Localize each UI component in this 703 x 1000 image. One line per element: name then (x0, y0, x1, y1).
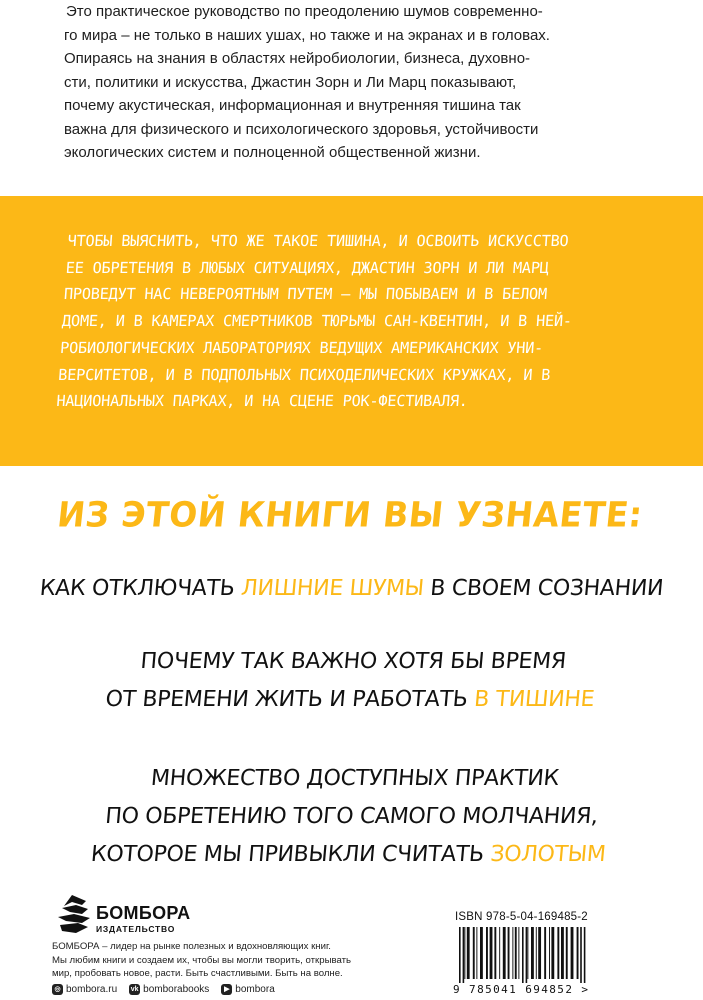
about-line: Мы любим книги и создаем их, чтобы вы могли творить, открывать (52, 954, 351, 966)
band-line: ПРОВЕДУТ НАС НЕВЕРОЯТНЫМ ПУТЕМ — МЫ ПОБЫВАЕМ И В БЕЛОМ (63, 285, 548, 304)
isbn-block (453, 911, 658, 996)
intro-line: Это практическое руководство по преодолению шумов современно- (66, 3, 543, 20)
social-label: bombora.ru (66, 983, 118, 995)
point-line: МНОЖЕСТВО ДОСТУПНЫХ ПРАКТИК (149, 766, 560, 791)
isbn-text: ISBN 978-5-04-169485-2 (455, 911, 588, 923)
point-highlight: В ТИШИНЕ (473, 687, 596, 712)
intro-line: Опираясь на знания в областях нейробиологии, бизнеса, духовно- (64, 50, 531, 67)
point-line (0, 836, 701, 874)
social-link-video[interactable] (221, 984, 274, 995)
intro-line: го мира – не только в наших ушах, но также и на экранах и в головах. (64, 26, 550, 44)
headline: ИЗ ЭТОЙ КНИГИ ВЫ УЗНАЕТЕ: (55, 494, 645, 535)
play-icon: ▶ (221, 984, 232, 995)
globe-icon: ◎ (52, 984, 63, 995)
publisher-sub: ИЗДАТЕЛЬСТВО (96, 924, 176, 934)
point-highlight: ЗОЛОТЫМ (489, 842, 607, 867)
point-highlight: ЛИШНИЕ ШУМЫ (240, 576, 425, 601)
intro-text (64, 0, 664, 165)
point-line: ПОЧЕМУ ТАК ВАЖНО ХОТЯ БЫ ВРЕМЯ (139, 649, 567, 674)
point-text: КОТОРОЕ МЫ ПРИВЫКЛИ СЧИТАТЬ (89, 842, 492, 867)
bombora-logo-icon (52, 893, 92, 937)
intro-line: экологических систем и полноценной общественной жизни. (64, 144, 481, 161)
about-line: мир, пробовать новое, расти. Быть счастливыми. Быть на волне. (52, 968, 343, 980)
yellow-band (0, 196, 703, 466)
band-line: РОБИОЛОГИЧЕСКИХ ЛАБОРАТОРИЯХ ВЕДУЩИХ АМЕРИКАНСКИХ УНИ- (59, 338, 544, 357)
point-line: ПО ОБРЕТЕНИЮ ТОГО САМОГО МОЛЧАНИЯ, (104, 804, 599, 829)
point-line (0, 681, 703, 719)
vk-icon: vk (130, 985, 139, 993)
band-line: ЧТОБЫ ВЫЯСНИТЬ, ЧТО ЖЕ ТАКОЕ ТИШИНА, И ОСВОИТЬ ИСКУССТВО (66, 232, 570, 250)
social-label: bombora (235, 983, 275, 995)
barcode-digits: 9 785041 694852 > (453, 983, 590, 996)
social-link-vk[interactable] (129, 984, 209, 995)
social-link-site[interactable] (52, 984, 117, 995)
point-1 (0, 576, 703, 601)
publisher-logo (52, 893, 191, 937)
intro-line: сти, политики и искусства, Джастин Зорн и Ли Марц показывают, (64, 73, 517, 91)
intro-line: важна для физического и психологического здоровья, устойчивости (64, 120, 539, 138)
point-text: ОТ ВРЕМЕНИ ЖИТЬ И РАБОТАТЬ (104, 687, 476, 712)
barcode-icon (453, 927, 641, 983)
band-line: ВЕРСИТЕТОВ, И В ПОДПОЛЬНЫХ ПСИХОДЕЛИЧЕСКИХ КРУЖКАХ, И В (57, 365, 551, 384)
point-text: В СВОЕМ СОЗНАНИИ (422, 576, 665, 601)
point-2 (0, 643, 703, 719)
social-label: bomborabooks (143, 983, 210, 995)
point-text: КАК ОТКЛЮЧАТЬ (38, 576, 243, 601)
social-links (52, 982, 275, 996)
band-line: ДОМЕ, И В КАМЕРАХ СМЕРТНИКОВ ТЮРЬМЫ САН-КВЕНТИН, И В НЕЙ- (61, 312, 573, 331)
intro-line: почему акустическая, информационная и внутренняя тишина так (64, 97, 521, 114)
publisher-name: БОМБОРА (96, 903, 191, 923)
point-line (0, 576, 703, 601)
about-line: БОМБОРА – лидер на рынке полезных и вдохновляющих книг. (52, 941, 331, 952)
band-line: НАЦИОНАЛЬНЫХ ПАРКАХ, И НА СЦЕНЕ РОК-ФЕСТИВАЛЯ. (55, 392, 469, 411)
band-text (55, 228, 658, 415)
publisher-about (52, 940, 382, 981)
band-line: ЕЕ ОБРЕТЕНИЯ В ЛЮБЫХ СИТУАЦИЯХ, ДЖАСТИН ЗОРН И ЛИ МАРЦ (65, 258, 550, 277)
point-3 (0, 760, 703, 874)
